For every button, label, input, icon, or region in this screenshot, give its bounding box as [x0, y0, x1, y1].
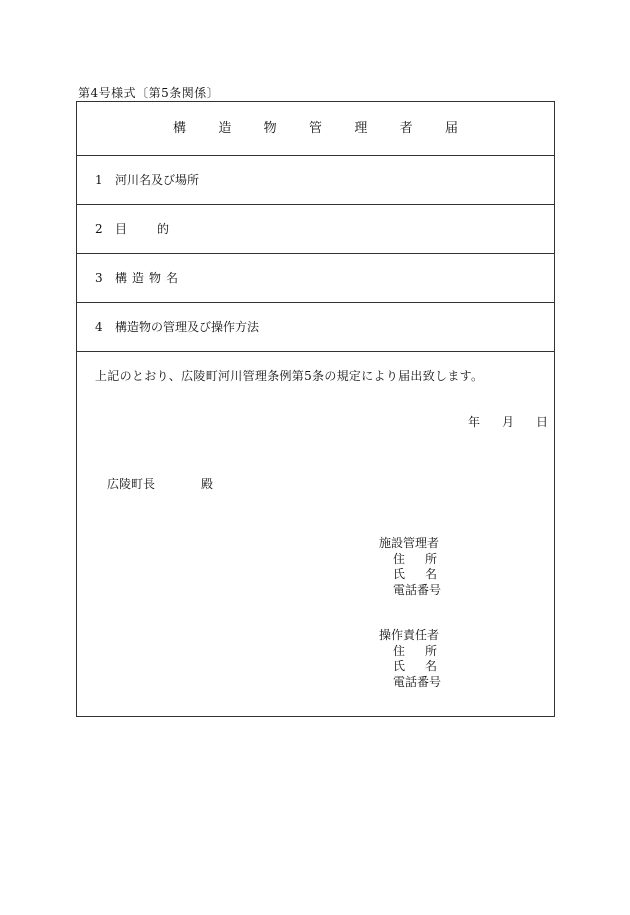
operation-manager-name: 氏名 — [393, 659, 458, 673]
date-day: 日 — [535, 415, 548, 429]
field-row-purpose[interactable] — [77, 205, 554, 254]
title-char: 造 — [218, 121, 232, 136]
facility-manager-block — [379, 536, 457, 598]
title-char: 理 — [354, 121, 368, 136]
date-month: 月 — [501, 415, 514, 429]
title-char: 届 — [444, 121, 458, 136]
item-number: 3 — [95, 271, 103, 285]
form-frame — [76, 101, 555, 717]
title-row — [77, 102, 554, 156]
operation-manager-address: 住所 — [393, 643, 458, 658]
field-row-river[interactable] — [77, 156, 554, 205]
addressee-name: 広陵町長 — [107, 477, 156, 491]
item-number: 2 — [95, 222, 103, 236]
form-number: 第4号様式〔第5条関係〕 — [78, 86, 220, 100]
addressee — [107, 475, 213, 492]
facility-manager-name: 氏名 — [393, 567, 458, 581]
item-label: 河川名及び場所 — [115, 173, 200, 187]
title-char: 者 — [399, 121, 413, 136]
field-row-method[interactable] — [77, 303, 554, 352]
facility-manager-phone: 電話番号 — [393, 582, 442, 597]
form-title — [77, 102, 554, 156]
title-char: 構 — [173, 121, 187, 136]
operation-manager-block — [379, 628, 457, 690]
operation-manager-phone: 電話番号 — [393, 674, 442, 689]
item-number: 1 — [95, 173, 103, 187]
facility-manager-heading: 施設管理者 — [379, 536, 440, 550]
operation-manager-heading: 操作責任者 — [379, 628, 440, 642]
facility-manager-address: 住所 — [393, 551, 458, 566]
title-char: 物 — [263, 121, 277, 136]
date-year: 年 — [467, 415, 480, 429]
item-label: 構造物名 — [115, 271, 184, 285]
declaration-text: 上記のとおり、広陵町河川管理条例第5条の規定により届出致します。 — [95, 369, 484, 383]
field-row-structure[interactable] — [77, 254, 554, 303]
date-line — [457, 413, 559, 430]
addressee-honorific: 殿 — [201, 477, 214, 491]
item-label: 目的 — [115, 222, 200, 236]
item-number: 4 — [95, 320, 103, 334]
item-label: 構造物の管理及び操作方法 — [115, 320, 260, 334]
title-char: 管 — [308, 121, 322, 136]
